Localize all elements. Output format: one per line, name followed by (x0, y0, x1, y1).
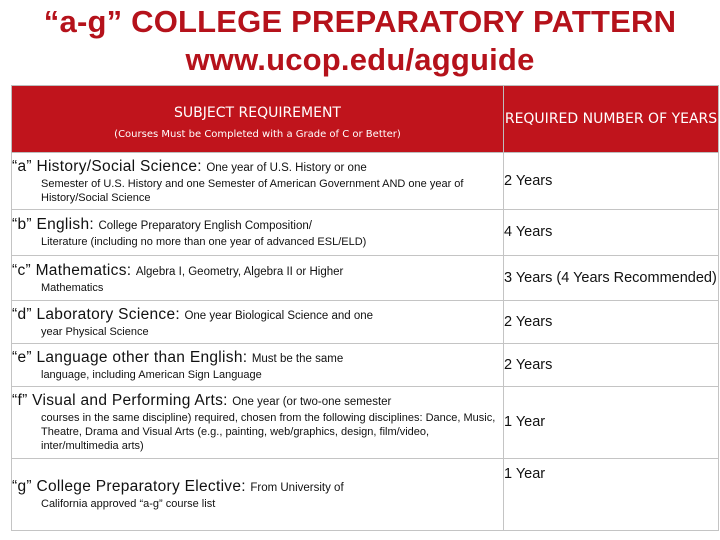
subject-description: Mathematics (41, 281, 104, 294)
subject-description-inline: Must be the same (251, 352, 344, 365)
years-cell: 1 Year (504, 387, 719, 459)
subject-description: language, including American Sign Language (41, 368, 262, 381)
subject-category: “e” Language other than English: (12, 348, 248, 366)
subject-cell (12, 301, 504, 344)
table-row (12, 210, 719, 256)
subject-cell (12, 387, 504, 459)
subject-description-inline: One year Biological Science and one (184, 309, 374, 322)
years-cell: 2 Years (504, 301, 719, 344)
subject-description-inline: Algebra I, Geometry, Algebra II or Higher (135, 265, 344, 278)
page-title: “a-g” COLLEGE PREPARATORY PATTERN (43, 4, 677, 39)
subject-requirement-note: (Courses Must be Completed with a Grade of C or Better) (114, 128, 401, 140)
years-cell: 2 Years (504, 153, 719, 210)
subject-category: “g” College Preparatory Elective: (12, 478, 246, 495)
subject-category: “f” Visual and Performing Arts: (12, 392, 228, 409)
subject-category: “c” Mathematics: (12, 261, 132, 279)
subject-cell (12, 459, 504, 531)
table-row (12, 153, 719, 210)
subject-description: year Physical Science (41, 325, 149, 338)
required-years-header: REQUIRED NUMBER OF YEARS (504, 86, 719, 153)
subject-requirement-label: SUBJECT REQUIREMENT (174, 104, 341, 121)
subject-description: courses in the same discipline) required, chosen from the following disciplines: Dance, Music, Theatre, Drama and Visual Arts (e.g., painting, web/graphics, design, film/video, inter/multimedia arts) (41, 412, 496, 452)
subject-cell (12, 256, 504, 301)
subject-description-inline: One year of U.S. History or one (206, 161, 367, 174)
years-cell: 3 Years (4 Years Recommended) (504, 256, 719, 301)
subject-description-inline: College Preparatory English Composition/ (98, 220, 312, 232)
subject-description: Semester of U.S. History and one Semester of American Government AND one year of History/Social Science (41, 177, 464, 204)
requirements-table (11, 85, 719, 531)
subject-category: “d” Laboratory Science: (12, 305, 181, 323)
subject-cell (12, 344, 504, 387)
subject-description-inline: One year (or two-one semester (232, 396, 392, 408)
subject-category: “a” History/Social Science: (12, 157, 202, 175)
years-cell: 2 Years (504, 344, 719, 387)
page-subtitle-url: www.ucop.edu/agguide (185, 42, 535, 77)
table-row (12, 301, 719, 344)
subject-requirement-header (12, 86, 504, 153)
subject-category: “b” English: (12, 216, 94, 233)
subject-description: California approved “a-g” course list (41, 498, 216, 510)
table-row (12, 387, 719, 459)
subject-description: Literature (including no more than one year of advanced ESL/ELD) (41, 236, 367, 248)
table-header-row (12, 86, 719, 153)
subject-cell (12, 210, 504, 256)
table-row (12, 344, 719, 387)
subject-description-inline: From University of (250, 482, 344, 494)
table-row (12, 459, 719, 531)
subject-cell (12, 153, 504, 210)
years-cell: 1 Year (504, 459, 719, 531)
years-cell: 4 Years (504, 210, 719, 256)
table-row (12, 256, 719, 301)
